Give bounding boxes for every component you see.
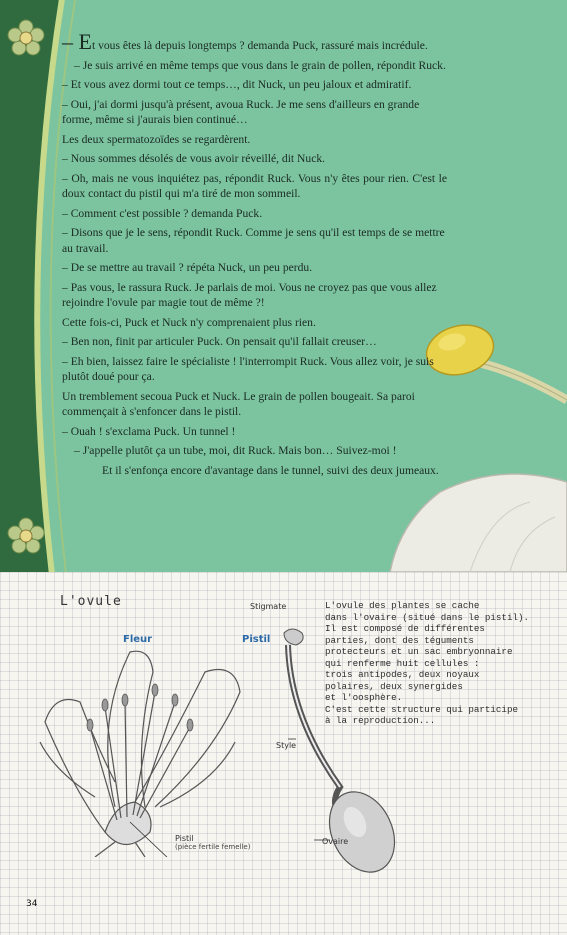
paragraph-text: t vous êtes là depuis longtemps ? demanda Puck, rassuré mais incrédule. xyxy=(91,39,428,52)
notebook-panel xyxy=(0,572,567,935)
page-number: 34 xyxy=(26,899,38,909)
fleur-label: Fleur xyxy=(123,634,153,645)
paragraph: Un tremblement secoua Puck et Nuck. Le grain de pollen bougeait. Sa paroi commençait à s'enfoncer dans le pistil. xyxy=(62,389,415,418)
paragraph: – Et vous avez dormi tout ce temps…, dit Nuck, un peu jaloux et admiratif. xyxy=(62,78,412,91)
flower-ornament-icon xyxy=(6,516,46,556)
paragraph: – Nous sommes désolés de vous avoir réveillé, dit Nuck. xyxy=(62,152,326,165)
ovaire-label: Ovaire xyxy=(322,837,349,846)
paragraph: – Comment c'est possible ? demanda Puck. xyxy=(62,206,263,220)
flower-ornament-icon xyxy=(6,18,46,58)
paragraph: – Ouah ! s'exclama Puck. Un tunnel ! xyxy=(62,424,236,438)
paragraph: – Disons que je le sens, répondit Ruck. Comme je sens qu'il est temps de se mettre au travail. xyxy=(62,226,445,255)
paragraph: – Oui, j'ai dormi jusqu'à présent, avoua Ruck. Je me sens d'ailleurs en grande forme, même si j'aurais bien continué… xyxy=(62,97,420,126)
paragraph: – Je suis arrivé en même temps que vous dans le grain de pollen, répondit Ruck. xyxy=(74,58,446,72)
notebook-note: L'ovule des plantes se cache dans l'ovaire (situé dans le pistil). Il est composé de différentes parties, dont des téguments protecteurs et un sac embryonnaire qui renferme huit cellules : trois antipodes, deux noyaux polaires, deux synergides et l'oosphère. C'est cette structure qui participe à la reproduction... xyxy=(325,600,529,726)
paragraph: – Ben non, finit par articuler Puck. On pensait qu'il fallait creuser… xyxy=(62,335,377,348)
pistil-label xyxy=(175,834,250,851)
pistil-blue-label: Pistil xyxy=(242,634,271,645)
paragraph: Les deux spermatozoïdes se regardèrent. xyxy=(62,132,251,146)
paragraph: Et il s'enfonça encore d'avantage dans le tunnel, suivi des deux jumeaux. xyxy=(102,463,439,477)
drop-cap: – E xyxy=(62,29,92,54)
stigmate-label: Stigmate xyxy=(250,602,287,611)
style-label: Style xyxy=(276,741,297,750)
pistil-sub-label: (pièce fertile femelle) xyxy=(175,843,251,851)
paragraph: – Pas vous, le rassura Ruck. Je parlais de moi. Vous ne croyez pas que vous allez rejoindre l'ovule par magie tout de même ?! xyxy=(62,280,437,309)
paragraph: – De se mettre au travail ? répéta Nuck, un peu perdu. xyxy=(62,261,313,274)
pistil-label-text: Pistil xyxy=(175,834,194,843)
paragraph: – Eh bien, laissez faire le spécialiste ! l'interrompit Ruck. Vous allez voir, je suis plutôt doué pour ça. xyxy=(62,354,434,383)
paragraph: Cette fois-ci, Puck et Nuck n'y comprenaient plus rien. xyxy=(62,315,316,329)
paragraph xyxy=(62,29,447,54)
paragraph: – Oh, mais ne vous inquiétez pas, répondit Ruck. Vous n'y êtes pour rien. C'est le doux contact du pistil qui m'a tiré de mon sommeil. xyxy=(62,171,447,200)
notebook-title: L'ovule xyxy=(60,594,122,609)
story-text xyxy=(62,29,447,482)
flower-sketch xyxy=(35,632,250,857)
paragraph: – J'appelle plutôt ça un tube, moi, dit Ruck. Mais bon… Suivez-moi ! xyxy=(74,444,397,457)
